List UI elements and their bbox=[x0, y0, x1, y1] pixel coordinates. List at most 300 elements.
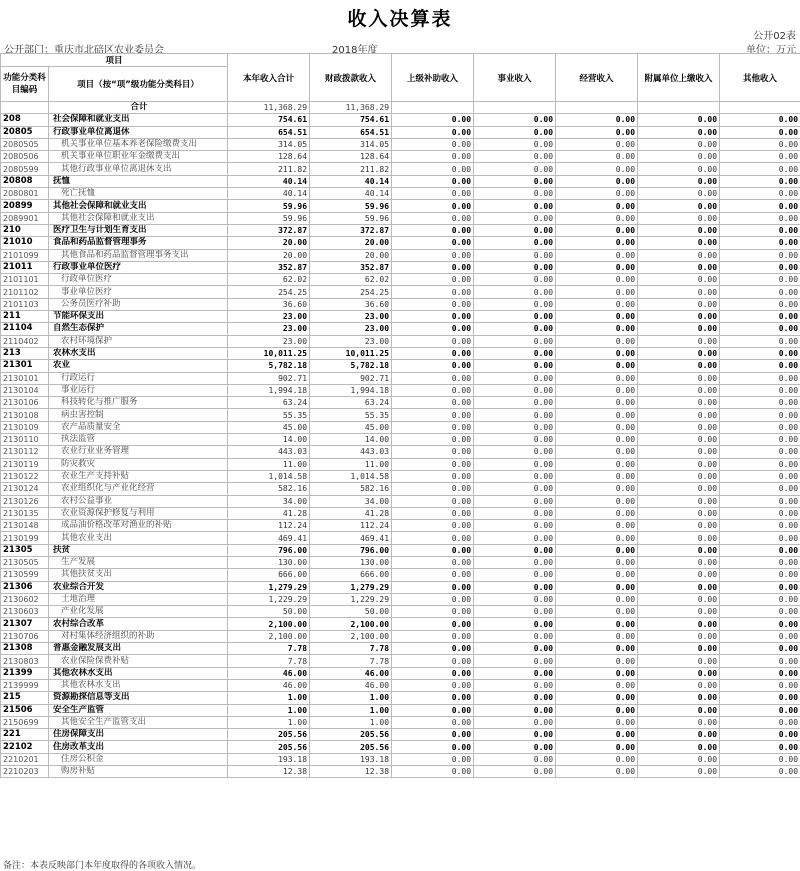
cell-affiliated: 0.00 bbox=[638, 483, 720, 495]
cell-total: 2,100.00 bbox=[228, 618, 310, 630]
cell-other: 0.00 bbox=[720, 434, 800, 446]
cell-code: 2130119 bbox=[1, 458, 49, 470]
cell-business: 0.00 bbox=[474, 667, 556, 679]
cell-operating: 0.00 bbox=[556, 237, 638, 249]
cell-name: 农业综合开发 bbox=[49, 581, 228, 593]
cell-name: 农业行业业务管理 bbox=[49, 446, 228, 458]
cell-name: 农业 bbox=[49, 360, 228, 372]
cell-business: 0.00 bbox=[474, 618, 556, 630]
cell-superior: 0.00 bbox=[392, 347, 474, 359]
cell-operating: 0.00 bbox=[556, 753, 638, 765]
table-row bbox=[1, 384, 800, 396]
cell-other: 0.00 bbox=[720, 483, 800, 495]
cell-affiliated: 0.00 bbox=[638, 274, 720, 286]
cell-total: 1,229.29 bbox=[228, 593, 310, 605]
cell-total: 205.56 bbox=[228, 729, 310, 741]
cell-total: 130.00 bbox=[228, 556, 310, 568]
cell-total: 62.02 bbox=[228, 274, 310, 286]
cell-code: 2130602 bbox=[1, 593, 49, 605]
cell-operating: 0.00 bbox=[556, 114, 638, 126]
cell-code: 2130109 bbox=[1, 421, 49, 433]
cell-other: 0.00 bbox=[720, 311, 800, 323]
cell-superior: 0.00 bbox=[392, 618, 474, 630]
cell-operating: 0.00 bbox=[556, 618, 638, 630]
cell-affiliated: 0.00 bbox=[638, 372, 720, 384]
cell-business: 0.00 bbox=[474, 470, 556, 482]
cell-operating: 0.00 bbox=[556, 766, 638, 778]
table-row bbox=[1, 298, 800, 310]
cell-operating: 0.00 bbox=[556, 507, 638, 519]
cell-affiliated: 0.00 bbox=[638, 446, 720, 458]
table-row bbox=[1, 532, 800, 544]
cell-other: 0.00 bbox=[720, 470, 800, 482]
cell-name: 生产发展 bbox=[49, 556, 228, 568]
cell-other: 0.00 bbox=[720, 716, 800, 728]
cell-operating: 0.00 bbox=[556, 679, 638, 691]
cell-fiscal: 1,014.58 bbox=[310, 470, 392, 482]
cell-business: 0.00 bbox=[474, 495, 556, 507]
cell-other: 0.00 bbox=[720, 212, 800, 224]
cell-code: 2130108 bbox=[1, 409, 49, 421]
cell-total: 443.03 bbox=[228, 446, 310, 458]
table-row bbox=[1, 114, 800, 126]
cell-operating: 0.00 bbox=[556, 692, 638, 704]
header-superior: 上级补助收入 bbox=[392, 54, 474, 102]
cell-superior: 0.00 bbox=[392, 581, 474, 593]
cell-code: 2130199 bbox=[1, 532, 49, 544]
cell-fiscal: 796.00 bbox=[310, 544, 392, 556]
cell-affiliated: 0.00 bbox=[638, 741, 720, 753]
cell-operating: 0.00 bbox=[556, 446, 638, 458]
table-row bbox=[1, 163, 800, 175]
cell-affiliated: 0.00 bbox=[638, 397, 720, 409]
cell-other: 0.00 bbox=[720, 581, 800, 593]
cell-total: 59.96 bbox=[228, 212, 310, 224]
cell-superior: 0.00 bbox=[392, 507, 474, 519]
cell-affiliated: 0.00 bbox=[638, 212, 720, 224]
cell-operating: 0.00 bbox=[556, 175, 638, 187]
cell-affiliated: 0.00 bbox=[638, 692, 720, 704]
table-row bbox=[1, 237, 800, 249]
cell-name: 产业化发展 bbox=[49, 606, 228, 618]
cell-affiliated: 0.00 bbox=[638, 421, 720, 433]
cell-fiscal: 36.60 bbox=[310, 298, 392, 310]
cell-total: 5,782.18 bbox=[228, 360, 310, 372]
cell-other: 0.00 bbox=[720, 704, 800, 716]
cell-business: 0.00 bbox=[474, 507, 556, 519]
cell-other: 0.00 bbox=[720, 249, 800, 261]
table-row bbox=[1, 446, 800, 458]
cell-business: 0.00 bbox=[474, 766, 556, 778]
cell-total: 46.00 bbox=[228, 667, 310, 679]
table-row bbox=[1, 261, 800, 273]
cell-name: 死亡抚恤 bbox=[49, 188, 228, 200]
cell-code: 21307 bbox=[1, 618, 49, 630]
cell-superior: 0.00 bbox=[392, 409, 474, 421]
cell-superior: 0.00 bbox=[392, 753, 474, 765]
cell-code: 2080801 bbox=[1, 188, 49, 200]
cell-other: 0.00 bbox=[720, 766, 800, 778]
cell-fiscal: 1.00 bbox=[310, 692, 392, 704]
cell-code: 2130135 bbox=[1, 507, 49, 519]
cell-operating: 0.00 bbox=[556, 556, 638, 568]
cell-business: 0.00 bbox=[474, 741, 556, 753]
cell-superior: 0.00 bbox=[392, 311, 474, 323]
cell-name: 农村综合改革 bbox=[49, 618, 228, 630]
cell-operating: 0.00 bbox=[556, 188, 638, 200]
cell-name: 普惠金融发展支出 bbox=[49, 643, 228, 655]
cell-affiliated: 0.00 bbox=[638, 581, 720, 593]
cell-code: 211 bbox=[1, 311, 49, 323]
cell-other: 0.00 bbox=[720, 372, 800, 384]
cell-other: 0.00 bbox=[720, 114, 800, 126]
cell-code: 2210203 bbox=[1, 766, 49, 778]
cell-business: 0.00 bbox=[474, 692, 556, 704]
cell-code: 21010 bbox=[1, 237, 49, 249]
cell-total: 254.25 bbox=[228, 286, 310, 298]
cell-operating: 0.00 bbox=[556, 163, 638, 175]
cell-code: 21104 bbox=[1, 323, 49, 335]
cell-total: 7.78 bbox=[228, 655, 310, 667]
cell-affiliated: 0.00 bbox=[638, 569, 720, 581]
cell-fiscal: 2,100.00 bbox=[310, 618, 392, 630]
cell-operating: 0.00 bbox=[556, 593, 638, 605]
table-row bbox=[1, 458, 800, 470]
cell-total: 23.00 bbox=[228, 335, 310, 347]
cell-operating: 0.00 bbox=[556, 667, 638, 679]
cell-fiscal: 46.00 bbox=[310, 679, 392, 691]
cell-business: 0.00 bbox=[474, 397, 556, 409]
cell-name: 行政单位医疗 bbox=[49, 274, 228, 286]
cell-affiliated: 0.00 bbox=[638, 409, 720, 421]
cell-superior: 0.00 bbox=[392, 397, 474, 409]
cell-total: 50.00 bbox=[228, 606, 310, 618]
cell-business: 0.00 bbox=[474, 249, 556, 261]
footnote: 备注：本表反映部门本年度取得的各项收入情况。 bbox=[3, 861, 202, 871]
cell-total: 469.41 bbox=[228, 532, 310, 544]
cell-fiscal: 59.96 bbox=[310, 200, 392, 212]
cell-operating: 0.00 bbox=[556, 298, 638, 310]
cell-fiscal: 1,229.29 bbox=[310, 593, 392, 605]
cell-other: 0.00 bbox=[720, 532, 800, 544]
cell-name: 食品和药品监督管理事务 bbox=[49, 237, 228, 249]
cell-superior: 0.00 bbox=[392, 630, 474, 642]
cell-superior: 0.00 bbox=[392, 286, 474, 298]
table-row bbox=[1, 188, 800, 200]
cell-operating: 0.00 bbox=[556, 372, 638, 384]
cell-business: 0.00 bbox=[474, 458, 556, 470]
cell-code: 21305 bbox=[1, 544, 49, 556]
cell-name: 其他农林水支出 bbox=[49, 667, 228, 679]
cell-total: 1,014.58 bbox=[228, 470, 310, 482]
cell-total: 372.87 bbox=[228, 224, 310, 236]
cell-affiliated: 0.00 bbox=[638, 175, 720, 187]
cell-code: 2101099 bbox=[1, 249, 49, 261]
cell-total: 193.18 bbox=[228, 753, 310, 765]
cell-superior: 0.00 bbox=[392, 458, 474, 470]
cell-fiscal: 14.00 bbox=[310, 434, 392, 446]
cell-other: 0.00 bbox=[720, 335, 800, 347]
table-row bbox=[1, 360, 800, 372]
cell-operating: 0.00 bbox=[556, 520, 638, 532]
cell-other: 0.00 bbox=[720, 618, 800, 630]
cell-other: 0.00 bbox=[720, 138, 800, 150]
cell-other: 0.00 bbox=[720, 224, 800, 236]
cell-fiscal: 5,782.18 bbox=[310, 360, 392, 372]
cell-name: 其他社会保障和就业支出 bbox=[49, 200, 228, 212]
table-row bbox=[1, 286, 800, 298]
cell-business: 0.00 bbox=[474, 729, 556, 741]
cell-superior bbox=[392, 102, 474, 114]
table-row bbox=[1, 470, 800, 482]
cell-code: 2130122 bbox=[1, 470, 49, 482]
cell-business: 0.00 bbox=[474, 655, 556, 667]
header-total: 本年收入合计 bbox=[228, 54, 310, 102]
cell-name: 医疗卫生与计划生育支出 bbox=[49, 224, 228, 236]
cell-name: 安全生产监管 bbox=[49, 704, 228, 716]
cell-code: 2080599 bbox=[1, 163, 49, 175]
table-row bbox=[1, 409, 800, 421]
cell-operating: 0.00 bbox=[556, 569, 638, 581]
cell-superior: 0.00 bbox=[392, 741, 474, 753]
table-row bbox=[1, 655, 800, 667]
cell-affiliated: 0.00 bbox=[638, 495, 720, 507]
cell-superior: 0.00 bbox=[392, 692, 474, 704]
header-name: 项目（按“项”级功能分类科目） bbox=[49, 67, 228, 102]
cell-affiliated: 0.00 bbox=[638, 458, 720, 470]
cell-code: 2130599 bbox=[1, 569, 49, 581]
table-row bbox=[1, 200, 800, 212]
cell-code: 2089901 bbox=[1, 212, 49, 224]
cell-affiliated: 0.00 bbox=[638, 630, 720, 642]
cell-business: 0.00 bbox=[474, 520, 556, 532]
cell-other: 0.00 bbox=[720, 347, 800, 359]
cell-fiscal: 754.61 bbox=[310, 114, 392, 126]
cell-other: 0.00 bbox=[720, 360, 800, 372]
cell-affiliated: 0.00 bbox=[638, 335, 720, 347]
cell-operating: 0.00 bbox=[556, 335, 638, 347]
cell-superior: 0.00 bbox=[392, 495, 474, 507]
cell-fiscal: 46.00 bbox=[310, 667, 392, 679]
cell-name: 农业组织化与产业化经营 bbox=[49, 483, 228, 495]
cell-affiliated: 0.00 bbox=[638, 434, 720, 446]
header-project: 项目 bbox=[1, 54, 228, 67]
cell-superior: 0.00 bbox=[392, 163, 474, 175]
cell-superior: 0.00 bbox=[392, 569, 474, 581]
cell-fiscal: 902.71 bbox=[310, 372, 392, 384]
cell-affiliated: 0.00 bbox=[638, 311, 720, 323]
cell-code: 2130148 bbox=[1, 520, 49, 532]
cell-affiliated: 0.00 bbox=[638, 298, 720, 310]
cell-superior: 0.00 bbox=[392, 483, 474, 495]
cell-affiliated: 0.00 bbox=[638, 679, 720, 691]
cell-superior: 0.00 bbox=[392, 212, 474, 224]
cell-total: 55.35 bbox=[228, 409, 310, 421]
cell-superior: 0.00 bbox=[392, 261, 474, 273]
cell-code: 2210201 bbox=[1, 753, 49, 765]
cell-code: 21011 bbox=[1, 261, 49, 273]
table-row bbox=[1, 175, 800, 187]
cell-name: 防灾救灾 bbox=[49, 458, 228, 470]
cell-fiscal: 23.00 bbox=[310, 311, 392, 323]
cell-total: 59.96 bbox=[228, 200, 310, 212]
cell-other: 0.00 bbox=[720, 556, 800, 568]
cell-superior: 0.00 bbox=[392, 114, 474, 126]
cell-code: 213 bbox=[1, 347, 49, 359]
cell-superior: 0.00 bbox=[392, 655, 474, 667]
cell-business: 0.00 bbox=[474, 421, 556, 433]
cell-operating: 0.00 bbox=[556, 458, 638, 470]
cell-fiscal: 1,279.29 bbox=[310, 581, 392, 593]
cell-affiliated: 0.00 bbox=[638, 643, 720, 655]
cell-code: 2130110 bbox=[1, 434, 49, 446]
cell-code: 22102 bbox=[1, 741, 49, 753]
cell-superior: 0.00 bbox=[392, 138, 474, 150]
table-row bbox=[1, 692, 800, 704]
cell-code: 2080506 bbox=[1, 151, 49, 163]
cell-total: 14.00 bbox=[228, 434, 310, 446]
cell-fiscal: 50.00 bbox=[310, 606, 392, 618]
cell-name: 住房公积金 bbox=[49, 753, 228, 765]
cell-total: 1,279.29 bbox=[228, 581, 310, 593]
cell-operating: 0.00 bbox=[556, 434, 638, 446]
cell-total: 7.78 bbox=[228, 643, 310, 655]
cell-fiscal: 654.51 bbox=[310, 126, 392, 138]
cell-name: 社会保障和就业支出 bbox=[49, 114, 228, 126]
cell-name: 公务员医疗补助 bbox=[49, 298, 228, 310]
cell-operating: 0.00 bbox=[556, 249, 638, 261]
cell-affiliated: 0.00 bbox=[638, 163, 720, 175]
cell-total: 11.00 bbox=[228, 458, 310, 470]
cell-superior: 0.00 bbox=[392, 360, 474, 372]
cell-affiliated: 0.00 bbox=[638, 716, 720, 728]
cell-code: 2110402 bbox=[1, 335, 49, 347]
cell-total: 11,368.29 bbox=[228, 102, 310, 114]
cell-superior: 0.00 bbox=[392, 434, 474, 446]
cell-business: 0.00 bbox=[474, 138, 556, 150]
cell-name: 农业保险保费补贴 bbox=[49, 655, 228, 667]
table-row bbox=[1, 372, 800, 384]
cell-superior: 0.00 bbox=[392, 188, 474, 200]
table-row bbox=[1, 274, 800, 286]
cell-total: 20.00 bbox=[228, 237, 310, 249]
table-row bbox=[1, 520, 800, 532]
cell-business: 0.00 bbox=[474, 175, 556, 187]
cell-affiliated: 0.00 bbox=[638, 532, 720, 544]
cell-total: 1.00 bbox=[228, 716, 310, 728]
cell-fiscal: 40.14 bbox=[310, 175, 392, 187]
income-table bbox=[0, 53, 800, 778]
cell-superior: 0.00 bbox=[392, 298, 474, 310]
cell-other: 0.00 bbox=[720, 507, 800, 519]
cell-business: 0.00 bbox=[474, 753, 556, 765]
cell-business: 0.00 bbox=[474, 569, 556, 581]
table-row bbox=[1, 102, 800, 114]
cell-name: 购房补贴 bbox=[49, 766, 228, 778]
cell-name: 成品油价格改革对渔业的补贴 bbox=[49, 520, 228, 532]
cell-other: 0.00 bbox=[720, 729, 800, 741]
cell-total: 2,100.00 bbox=[228, 630, 310, 642]
cell-fiscal: 443.03 bbox=[310, 446, 392, 458]
cell-code: 20899 bbox=[1, 200, 49, 212]
cell-affiliated: 0.00 bbox=[638, 544, 720, 556]
table-row bbox=[1, 323, 800, 335]
cell-other: 0.00 bbox=[720, 163, 800, 175]
cell-fiscal: 469.41 bbox=[310, 532, 392, 544]
cell-code: 2130706 bbox=[1, 630, 49, 642]
cell-fiscal: 666.00 bbox=[310, 569, 392, 581]
cell-name: 其他食品和药品监督管理事务支出 bbox=[49, 249, 228, 261]
cell-name: 执法监管 bbox=[49, 434, 228, 446]
cell-other: 0.00 bbox=[720, 151, 800, 163]
cell-other: 0.00 bbox=[720, 298, 800, 310]
cell-code: 2080505 bbox=[1, 138, 49, 150]
cell-affiliated: 0.00 bbox=[638, 200, 720, 212]
cell-superior: 0.00 bbox=[392, 372, 474, 384]
cell-code bbox=[1, 102, 49, 114]
table-row bbox=[1, 249, 800, 261]
cell-fiscal: 211.82 bbox=[310, 163, 392, 175]
cell-name: 事业运行 bbox=[49, 384, 228, 396]
cell-code: 2130101 bbox=[1, 372, 49, 384]
cell-operating: 0.00 bbox=[556, 544, 638, 556]
cell-business: 0.00 bbox=[474, 593, 556, 605]
cell-superior: 0.00 bbox=[392, 335, 474, 347]
cell-code: 21306 bbox=[1, 581, 49, 593]
cell-total: 63.24 bbox=[228, 397, 310, 409]
cell-operating: 0.00 bbox=[556, 409, 638, 421]
cell-affiliated: 0.00 bbox=[638, 618, 720, 630]
cell-name: 农林水支出 bbox=[49, 347, 228, 359]
cell-fiscal: 55.35 bbox=[310, 409, 392, 421]
cell-affiliated: 0.00 bbox=[638, 286, 720, 298]
cell-business: 0.00 bbox=[474, 237, 556, 249]
cell-name: 资源勘探信息等支出 bbox=[49, 692, 228, 704]
cell-name: 事业单位医疗 bbox=[49, 286, 228, 298]
cell-fiscal: 372.87 bbox=[310, 224, 392, 236]
cell-fiscal: 314.05 bbox=[310, 138, 392, 150]
cell-business: 0.00 bbox=[474, 286, 556, 298]
cell-code: 21399 bbox=[1, 667, 49, 679]
cell-business: 0.00 bbox=[474, 630, 556, 642]
cell-other: 0.00 bbox=[720, 630, 800, 642]
cell-business: 0.00 bbox=[474, 200, 556, 212]
cell-superior: 0.00 bbox=[392, 446, 474, 458]
cell-name: 行政运行 bbox=[49, 372, 228, 384]
cell-affiliated: 0.00 bbox=[638, 126, 720, 138]
cell-fiscal: 40.14 bbox=[310, 188, 392, 200]
header-fiscal: 财政拨款收入 bbox=[310, 54, 392, 102]
cell-superior: 0.00 bbox=[392, 520, 474, 532]
cell-business: 0.00 bbox=[474, 151, 556, 163]
cell-other: 0.00 bbox=[720, 495, 800, 507]
cell-superior: 0.00 bbox=[392, 593, 474, 605]
cell-superior: 0.00 bbox=[392, 556, 474, 568]
table-row bbox=[1, 618, 800, 630]
cell-superior: 0.00 bbox=[392, 606, 474, 618]
table-row bbox=[1, 679, 800, 691]
cell-business: 0.00 bbox=[474, 434, 556, 446]
cell-operating: 0.00 bbox=[556, 630, 638, 642]
cell-business: 0.00 bbox=[474, 606, 556, 618]
cell-fiscal: 45.00 bbox=[310, 421, 392, 433]
cell-total: 902.71 bbox=[228, 372, 310, 384]
cell-code: 21308 bbox=[1, 643, 49, 655]
cell-name: 科技转化与推广服务 bbox=[49, 397, 228, 409]
cell-superior: 0.00 bbox=[392, 766, 474, 778]
cell-affiliated: 0.00 bbox=[638, 507, 720, 519]
cell-fiscal: 193.18 bbox=[310, 753, 392, 765]
